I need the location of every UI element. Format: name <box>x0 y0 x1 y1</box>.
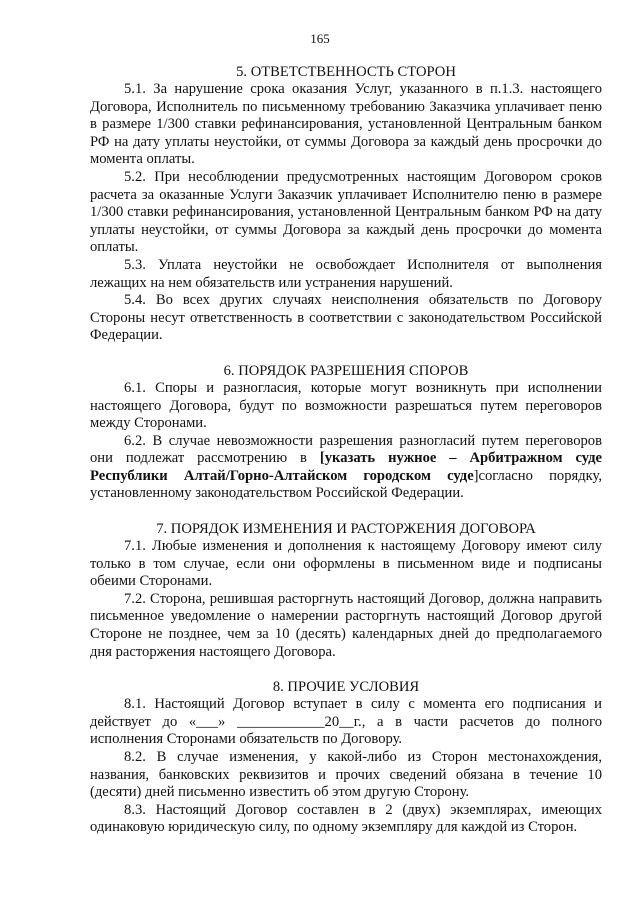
clause-5-3: 5.3. Уплата неустойки не освобождает Исполнителя от выполнения лежащих на нем обязательств или устранения нарушений. <box>90 256 602 291</box>
section-title: 5. ОТВЕТСТВЕННОСТЬ СТОРОН <box>236 64 456 80</box>
clause-6-1: 6.1. Споры и разногласия, которые могут возникнуть при исполнении настоящего Договора, будут по возможности разрешаться путем переговоров между Сторонами. <box>90 379 602 432</box>
page-number: 165 <box>310 31 330 46</box>
clause-7-1: 7.1. Любые изменения и дополнения к настоящему Договору имеют силу только в том случае, если они оформлены в письменном виде и подписаны обеими Сторонами. <box>90 538 602 590</box>
document-body <box>90 63 602 837</box>
section-other-terms <box>90 678 602 837</box>
section-amendment <box>90 520 602 661</box>
section-title: 6. ПОРЯДОК РАЗРЕШЕНИЯ СПОРОВ <box>223 362 469 379</box>
clause-8-1: 8.1. Настоящий Договор вступает в силу с момента его подписания и действует до «___» ____________20__г., а в части расчетов до полного исполнения Сторонами обязательств по Договору. <box>90 696 602 748</box>
section-responsibility <box>90 63 602 345</box>
clause-8-2: 8.2. В случае изменения, у какой-либо из Сторон местонахождения, названия, банковских реквизитов и прочих сведений обязана в течение 10 (десяти) дней письменно известить об этом другую Сторону. <box>90 749 602 801</box>
clause-8-3: 8.3. Настоящий Договор составлен в 2 (двух) экземплярах, имеющих одинаковую юридическую силу, по одному экземпляру для каждой из Сторон. <box>90 801 602 836</box>
clause-6-2-text-end: ]согласно порядку, установленному законодательством Российской Федерации. <box>90 467 603 502</box>
section-title: 7. ПОРЯДОК ИЗМЕНЕНИЯ И РАСТОРЖЕНИЯ ДОГОВОРА <box>156 521 536 538</box>
clause-5-4: 5.4. Во всех других случаях неисполнения обязательств по Договору Стороны несут ответственность в соответствии с законодательством Российской Федерации. <box>90 292 602 344</box>
clause-6-2-text: 6.2. В случае невозможности разрешения разногласий путем переговоров они подлежат рассмотрению в <box>90 432 602 467</box>
clause-6-2 <box>90 433 602 503</box>
clause-5-1: 5.1. За нарушение срока оказания Услуг, указанного в п.1.3. настоящего Договора, Исполнитель по письменному требованию Заказчика уплачивает пеню в размере 1/300 ставки рефинансирования, установленной Центральным банком РФ на дату уплаты неустойки, от суммы Договора за каждый день просрочки до момента оплаты. <box>90 81 602 168</box>
section-title: 8. ПРОЧИЕ УСЛОВИЯ <box>272 679 420 696</box>
section-disputes <box>90 362 602 503</box>
clause-5-2: 5.2. При несоблюдении предусмотренных настоящим Договором сроков расчета за оказанные Услуги Заказчик уплачивает Исполнителю пеню в размере 1/300 ставки рефинансирования, установленной Центральным банком РФ на дату уплаты неустойки, от суммы Договора за каждый день просрочки до момента оплаты. <box>90 168 602 256</box>
court-placeholder: [указать нужное – Арбитражном суде Республики Алтай/Горно-Алтайском городском суде <box>90 450 602 484</box>
clause-7-2: 7.2. Сторона, решившая расторгнуть настоящий Договор, должна направить письменное уведомление о намерении расторгнуть настоящий Договор другой Стороне не позднее, чем за 10 (десять) календарных дней до предполагаемого дня расторжения настоящего Договора. <box>90 590 602 660</box>
